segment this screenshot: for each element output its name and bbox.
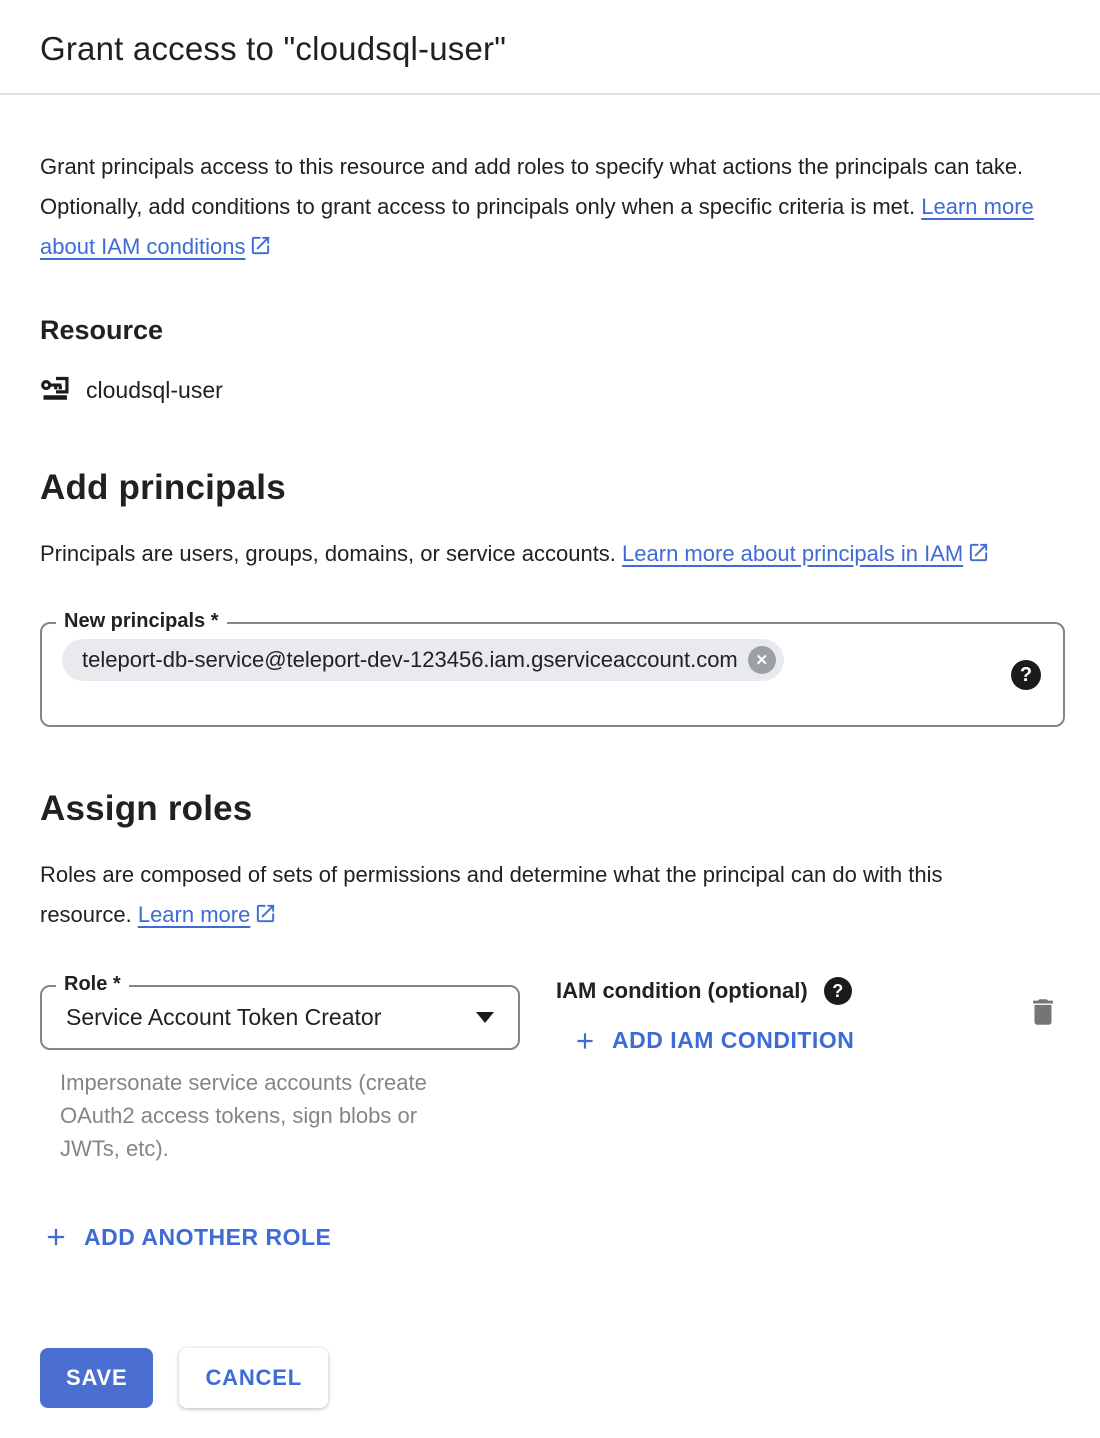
cancel-button[interactable]: CANCEL (179, 1348, 327, 1408)
principals-paragraph (40, 534, 1050, 574)
assign-roles-heading: Assign roles (40, 789, 253, 828)
dialog-header (0, 0, 1100, 95)
question-mark-glyph: ? (1019, 663, 1033, 686)
principal-chip (62, 639, 784, 681)
add-principals-heading: Add principals (40, 468, 286, 507)
open-in-new-icon (967, 541, 990, 564)
principals-link[interactable] (622, 541, 990, 566)
iam-condition-label: IAM condition (optional) (556, 978, 808, 1003)
trash-icon (1026, 995, 1060, 1029)
question-mark-glyph: ? (832, 980, 844, 1001)
add-another-role-button[interactable] (42, 1223, 331, 1251)
roles-learn-more-link[interactable] (138, 902, 278, 927)
role-label: Role * (56, 973, 129, 996)
dialog-body (0, 147, 1100, 1408)
open-in-new-icon (254, 902, 277, 925)
open-in-new-icon (249, 234, 272, 257)
dropdown-arrow-icon (476, 1012, 494, 1023)
add-another-role-label: ADD ANOTHER ROLE (84, 1223, 332, 1250)
intro-paragraph (40, 147, 1050, 267)
plus-icon (572, 1028, 598, 1054)
iam-condition-help-icon[interactable] (824, 977, 852, 1005)
role-assignment-row (40, 973, 1060, 1165)
role-description: Impersonate service accounts (create OAuth2 access tokens, sign blobs or JWTs, etc). (60, 1070, 427, 1161)
chip-remove-button[interactable] (748, 646, 776, 674)
add-iam-condition-label: ADD IAM CONDITION (612, 1027, 855, 1053)
plus-icon (42, 1223, 70, 1251)
roles-paragraph (40, 855, 1025, 935)
iam-condition-label-row (556, 977, 854, 1005)
role-column (40, 973, 520, 1165)
page-title: Grant access to "cloudsql-user" (40, 30, 507, 67)
principals-link-label: Learn more about principals in IAM (622, 541, 964, 566)
save-button[interactable]: SAVE (40, 1348, 153, 1408)
roles-learn-more-label: Learn more (137, 902, 251, 927)
delete-role-button[interactable] (1026, 995, 1060, 1032)
new-principals-label: New principals * (56, 610, 227, 633)
service-account-key-icon (40, 374, 72, 406)
add-iam-condition-button[interactable] (572, 1027, 854, 1054)
role-selected-value: Service Account Token Creator (66, 1004, 382, 1030)
resource-row (40, 374, 1060, 406)
principals-text: Principals are users, groups, domains, or service accounts. (40, 541, 623, 566)
new-principals-field[interactable] (40, 610, 1065, 727)
resource-name: cloudsql-user (86, 376, 223, 403)
principal-chip-label: teleport-db-service@teleport-dev-123456.iam.gserviceaccount.com (82, 647, 738, 672)
close-icon: ✕ (755, 652, 769, 669)
dialog-footer (40, 1348, 1060, 1408)
role-select[interactable] (40, 973, 520, 1050)
resource-heading: Resource (40, 315, 164, 345)
roles-text: Roles are composed of sets of permissions and determine what the principal can do with this resource. (40, 862, 943, 927)
iam-conditions-link-label: Learn more about IAM conditions (40, 194, 1034, 259)
intro-text: Grant principals access to this resource and add roles to specify what actions the principals can take. Optionally, add conditions to grant access to principals only when a specific criteria is met. (40, 154, 1024, 219)
principals-help-icon[interactable] (1011, 660, 1041, 690)
iam-condition-column (556, 977, 854, 1059)
